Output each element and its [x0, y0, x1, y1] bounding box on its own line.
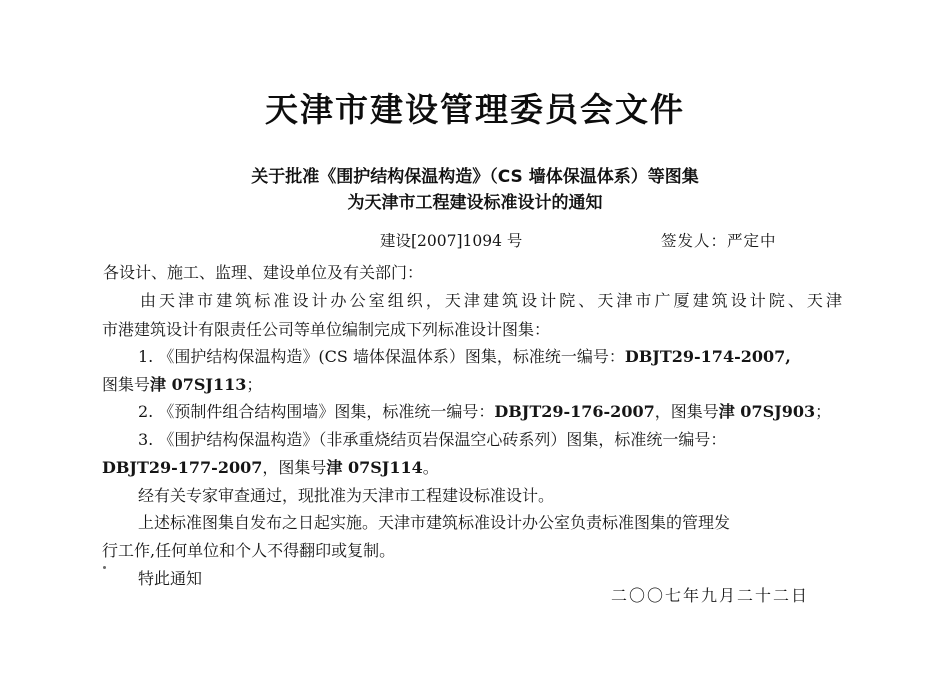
list-item-2-atlas-number: 津 07SJ903: [718, 402, 816, 421]
list-item-3-end: 。: [422, 458, 439, 477]
list-item-1-atlas-label: 图集号: [102, 375, 151, 394]
approval-paragraph: 经有关专家审查通过，现批准为天津市工程建设标准设计。: [138, 486, 555, 505]
intro-paragraph-line2: 市港建筑设计有限责任公司等单位编制完成下列标准设计图集：: [102, 320, 551, 339]
list-item-3-text: 3. 《围护结构保温构造》（非承重烧结页岩保温空心砖系列）图集，标准统一编号：: [138, 430, 727, 449]
list-item-2-atlas-label: ，图集号: [654, 402, 719, 421]
list-item-1-text: 1. 《围护结构保温构造》(CS 墙体保温体系）图集，标准统一编号：: [138, 347, 625, 366]
notice-subtitle-line1: 关于批准《围护结构保温构造》（CS 墙体保温体系）等图集: [251, 167, 699, 187]
list-item-1-continuation: [102, 372, 262, 395]
list-item-3: [138, 427, 726, 450]
list-item-1: [138, 344, 791, 367]
effective-paragraph-line2: 行工作,任何单位和个人不得翻印或复制。: [102, 541, 396, 560]
document-number: 建设[2007]1094 号: [380, 232, 523, 250]
scan-speck: [103, 566, 106, 569]
list-item-1-atlas-number: 津 07SJ113: [150, 375, 247, 394]
list-item-2-text: 2. 《预制件组合结构围墙》图集，标准统一编号：: [138, 402, 495, 421]
notice-subtitle-line2: 为天津市工程建设标准设计的通知: [347, 193, 603, 213]
list-item-3-code: DBJT29-177-2007: [102, 458, 263, 477]
issue-date: 二〇〇七年九月二十二日: [611, 586, 810, 605]
document-title: 天津市建设管理委员会文件: [265, 90, 685, 129]
list-item-3-atlas-label: ，图集号: [262, 458, 327, 477]
list-item-3-atlas-number: 津 07SJ114: [326, 458, 423, 477]
addressee: 各设计、施工、监理、建设单位及有关部门：: [103, 263, 424, 282]
list-item-1-end: ；: [246, 375, 263, 394]
intro-paragraph-line1: 由天津市建筑标准设计办公室组织，天津建筑设计院、天津市广厦建筑设计院、天津: [140, 291, 842, 310]
signer: 签发人：严定中: [661, 232, 777, 250]
closing-line: 特此通知: [138, 569, 203, 588]
effective-paragraph-line1: 上述标准图集自发布之日起实施。天津市建筑标准设计办公室负责标准图集的管理发: [138, 513, 731, 532]
list-item-1-code: DBJT29-174-2007,: [624, 347, 791, 366]
list-item-2-end: ；: [815, 402, 832, 421]
list-item-2: [138, 399, 831, 422]
list-item-2-code: DBJT29-176-2007: [494, 402, 655, 421]
list-item-3-continuation: [102, 455, 439, 478]
